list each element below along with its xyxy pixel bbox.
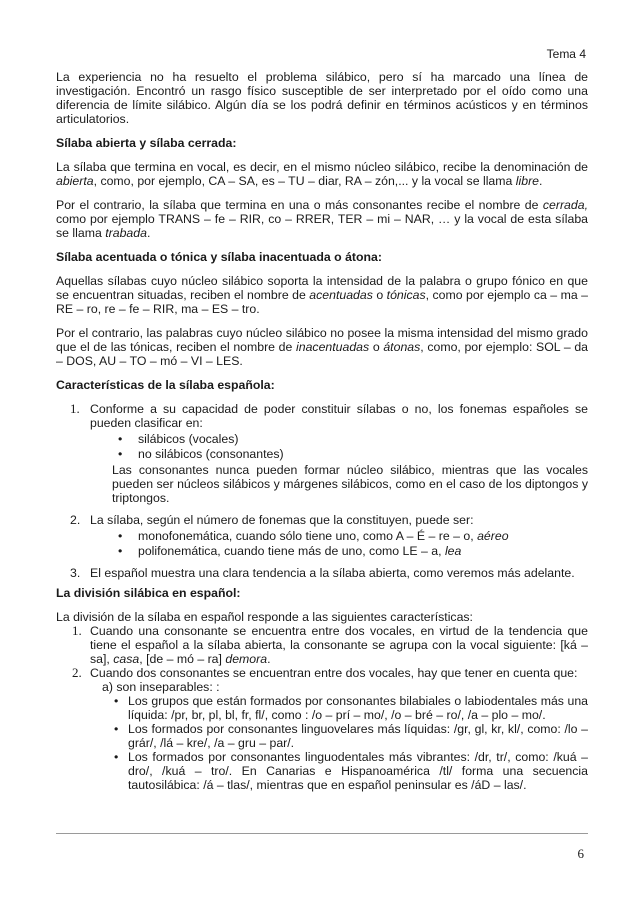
bullet-item: • Los formados por consonantes linguovelares más líquidas: /gr, gl, kr, kl/, como: /lo – grár/, /lá – kre/, /a – gru – par/.: [114, 722, 588, 750]
bullet-item: • silábicos (vocales): [118, 432, 239, 446]
list-item: [56, 666, 588, 694]
list-item-text: El español muestra una clara tendencia a la sílaba abierta, como veremos más adelante.: [90, 566, 575, 580]
bullet-icon: •: [118, 432, 123, 446]
list-number: 1.: [72, 623, 82, 638]
bullet-icon: •: [118, 544, 123, 558]
footer-divider: [56, 833, 588, 834]
page-number: 6: [577, 846, 584, 861]
paragraph-atonas: Por el contrario, las palabras cuyo núcleo silábico no posee la misma intensidad del mismo grado que el de las tónicas, reciben el nombre de inacentuadas o átonas, como, por ejemplo: SOL – da – DOS, AU – TO – mó – VI – LES.: [56, 326, 588, 368]
bullet-icon: •: [118, 529, 123, 543]
bullet-item: • no silábicos (consonantes): [118, 447, 284, 461]
section-heading-caracteristicas: Características de la sílaba española:: [56, 378, 275, 392]
list-item: [56, 402, 588, 505]
division-list: [56, 624, 588, 694]
paragraph-tonicas: Aquellas sílabas cuyo núcleo silábico soporta la intensidad de la palabra o grupo fónico en que se encuentran situadas, reciben el nombre de acentuadas o tónicas, como por ejemplo ca – ma – RE – ro, re – fe – RIR, ma – ES – tro.: [56, 274, 588, 316]
list-number: 1.: [70, 401, 80, 416]
list-number: 2.: [70, 513, 81, 527]
bullet-icon: •: [114, 750, 119, 764]
list-item: [56, 513, 588, 558]
list-item: [56, 566, 588, 580]
intro-paragraph: La experiencia no ha resuelto el problema silábico, pero sí ha marcado una línea de investigación. Encontró un rasgo físico susceptible de ser interpretado por el oído como una diferencia de límite silábico. Algún día se los podrá definir en términos acústicos y en términos articulatorios.: [56, 70, 588, 126]
page-content: [56, 70, 588, 792]
paragraph-cerrada: Por el contrario, la sílaba que termina en una o más consonantes recibe el nombre de cerrada, como por ejemplo TRANS – fe – RIR, co – RRER, TER – mi – NAR, … y la vocal de esta sílaba se llama trabada.: [56, 198, 588, 240]
bullet-icon: •: [114, 694, 119, 708]
paragraph-division-intro: La división de la sílaba en español responde a las siguientes características:: [56, 610, 473, 624]
paragraph-abierta: La sílaba que termina en vocal, es decir, en el mismo núcleo silábico, recibe la denominación de abierta, como, por ejemplo, CA – SA, es – TU – diar, RA – zón,... y la vocal se llama libre.: [56, 160, 588, 188]
section-heading-division-silabica: La división silábica en español:: [56, 586, 241, 600]
bullet-list: [90, 432, 588, 461]
list-item-text: Cuando dos consonantes se encuentran entre dos vocales, hay que tener en cuenta que:: [90, 666, 578, 680]
list-item-text: La sílaba, según el número de fonemas que la constituyen, puede ser:: [90, 513, 474, 527]
bullet-icon: •: [114, 722, 119, 736]
bullet-list: [90, 529, 588, 558]
caracteristicas-list: [56, 402, 588, 580]
bullet-list: [56, 694, 588, 792]
list-number: 2.: [72, 665, 82, 680]
bullet-item: • polifonemática, cuando tiene más de uno, como LE – a, lea: [118, 544, 462, 558]
running-header: Tema 4: [546, 47, 586, 61]
bullet-item: • Los grupos que están formados por consonantes bilabiales o labiodentales más una líquida: /pr, br, pl, bl, fr, fl/, como : /o – prí – mo/, /o – bré – ro/, /a – plo – mo/.: [114, 694, 588, 722]
list-item-note: Las consonantes nunca pueden formar núcleo silábico, mientras que las vocales pueden ser núcleos silábicos y márgenes silábicos, como en el caso de los diptongos y triptongos.: [112, 463, 588, 505]
bullet-item: • Los formados por consonantes linguodentales más vibrantes: /dr, tr/, como: /kuá – dro/, /kuá – tro/. En Canarias e Hispanoamérica /tl/ forma una secuencia tautosilábica: /á – tlas/, mientras que en español peninsular es /áD – las/.: [114, 750, 588, 792]
list-item: 1. Cuando una consonante se encuentra entre dos vocales, en virtud de la tendencia que tiene el español a la sílaba abierta, la consonante se agrupa con la vocal siguiente: [ká – sa], casa, [de – mó – ra] demora.: [72, 623, 588, 666]
sub-heading: a) son inseparables: :: [102, 680, 220, 694]
bullet-item: • monofonemática, cuando sólo tiene uno, como A – É – re – o, aéreo: [118, 529, 509, 543]
bullet-icon: •: [118, 447, 123, 461]
section-heading-silaba-abierta: Sílaba abierta y sílaba cerrada:: [56, 136, 237, 150]
section-heading-silaba-acentuada: Sílaba acentuada o tónica y sílaba inacentuada o átona:: [56, 250, 382, 264]
list-number: 3.: [70, 566, 81, 580]
list-item-text: Conforme a su capacidad de poder constituir sílabas o no, los fonemas españoles se pueden clasificar en:: [90, 402, 588, 430]
